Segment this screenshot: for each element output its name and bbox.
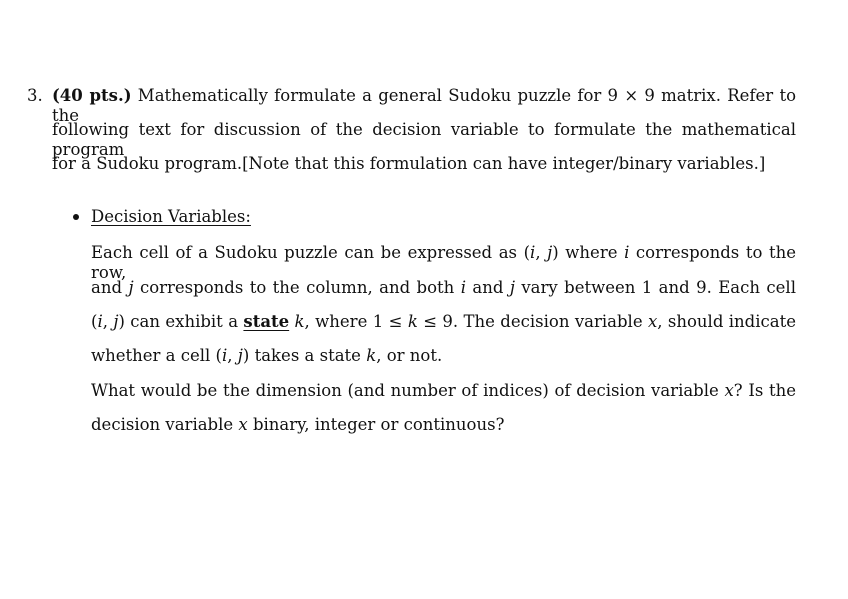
math-var: j bbox=[237, 346, 243, 365]
text-fragment: ) takes a state bbox=[242, 346, 367, 365]
text-fragment: Each cell of a Sudoku puzzle can be expressed as ( bbox=[91, 243, 531, 262]
question-line-1-text: Mathematically formulate a general Sudoku puzzle for 9 × 9 matrix. Refer to the bbox=[52, 86, 797, 125]
section-heading: Decision Variables: bbox=[91, 207, 251, 226]
question-line-3: for a Sudoku program.[Note that this formulation can have integer/binary variables.] bbox=[52, 154, 766, 173]
math-var: j bbox=[509, 278, 515, 297]
paragraph-line-1 bbox=[91, 243, 796, 283]
math-var: i bbox=[97, 312, 103, 331]
math-var: j bbox=[128, 278, 134, 297]
bullet-icon bbox=[73, 214, 79, 220]
paragraph-line-2 bbox=[91, 278, 796, 298]
question-line-2: following text for discussion of the decision variable to formulate the mathematical program bbox=[52, 120, 796, 159]
text-fragment: ? Is the bbox=[733, 381, 797, 400]
text-fragment: and bbox=[465, 278, 510, 297]
text-fragment: corresponds to the column, and both bbox=[133, 278, 461, 297]
math-var: i bbox=[530, 243, 536, 262]
text-fragment: ≤ 9. The decision variable bbox=[417, 312, 648, 331]
math-var: k bbox=[407, 312, 418, 331]
math-var: k bbox=[366, 346, 377, 365]
text-fragment: ) can exhibit a bbox=[118, 312, 244, 331]
math-var: x bbox=[238, 415, 248, 434]
text-fragment: , should indicate bbox=[657, 312, 796, 331]
paragraph-line-4 bbox=[91, 346, 442, 366]
question-number: 3. bbox=[27, 86, 43, 105]
text-fragment: , bbox=[535, 243, 548, 262]
paragraph-line-5 bbox=[91, 381, 796, 401]
text-fragment: , where 1 ≤ bbox=[304, 312, 408, 331]
math-var: j bbox=[547, 243, 553, 262]
text-fragment: and bbox=[91, 278, 129, 297]
text-fragment: decision variable bbox=[91, 415, 239, 434]
math-var: x bbox=[724, 381, 734, 400]
text-fragment: , or not. bbox=[376, 346, 443, 365]
math-var: i bbox=[624, 243, 630, 262]
math-var: j bbox=[113, 312, 119, 331]
text-fragment: What would be the dimension (and number of indices) of decision variable bbox=[91, 381, 725, 400]
text-fragment: , bbox=[227, 346, 238, 365]
paragraph-line-3 bbox=[91, 312, 796, 332]
text-fragment: , bbox=[102, 312, 114, 331]
state-term: state bbox=[243, 312, 290, 331]
math-var: x bbox=[647, 312, 658, 331]
text-fragment: corresponds to the row, bbox=[91, 243, 797, 282]
text-fragment: ( bbox=[91, 312, 98, 331]
paragraph-line-6 bbox=[91, 415, 504, 435]
text-fragment: vary between 1 and 9. Each cell bbox=[514, 278, 796, 297]
question-points: (40 pts.) bbox=[52, 86, 132, 105]
math-var: i bbox=[460, 278, 466, 297]
text-fragment: binary, integer or continuous? bbox=[247, 415, 505, 434]
math-var: i bbox=[222, 346, 228, 365]
text-fragment: whether a cell ( bbox=[91, 346, 222, 365]
text-fragment: ) where bbox=[552, 243, 625, 262]
math-var: k bbox=[294, 312, 305, 331]
